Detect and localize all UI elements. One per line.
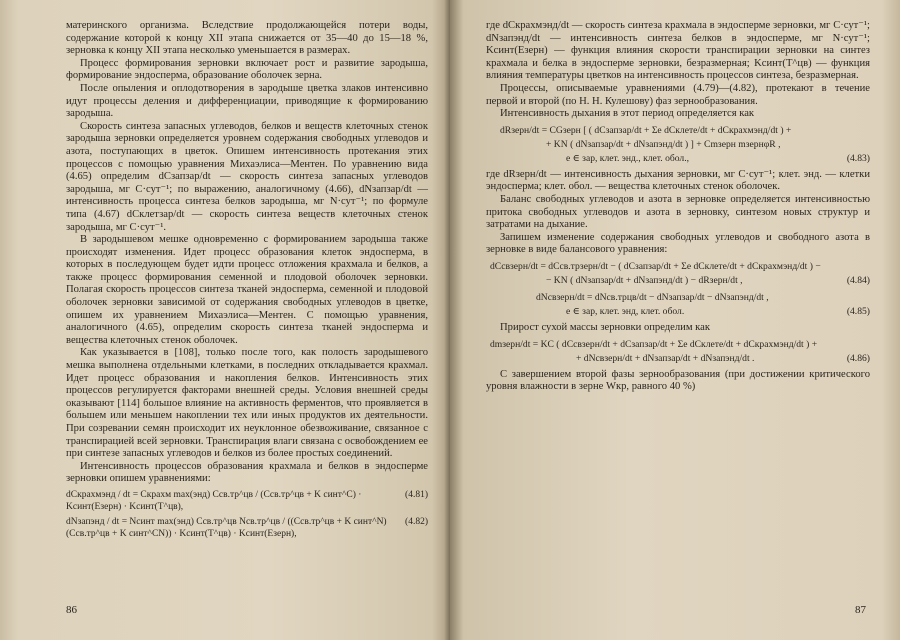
equation-lhs: dCкрахмэнд / dt xyxy=(66,489,131,500)
page-number: 86 xyxy=(66,604,77,616)
equation-4-83 xyxy=(486,124,870,166)
paragraph: Как указывается в [108], только после того, как полость зародышевого мешка выполнена отдельными клетками, в последних откладывается крахмал. Идет процесс образования и накопления белков. Интенсивность этих процессов регулируется факторами внешней среды. Условия внешней среды оказывают [114] большое влияние на активность ферментов, что проявляется в большем или меньшем накоплении тех или иных продуктов их деятельности. При созревании семян происходит их неуклонное обезвоживание, связанное с транспирацией всей зерновки. Транспирация влаги связана с освобождением ее при синтезе запасных углеводов и белков из более простых соединений. xyxy=(66,347,428,460)
paragraph: Интенсивность дыхания в этот период определяется как xyxy=(500,108,755,120)
paragraph: Интенсивность процессов образования крахмала и белков в эндосперме зерновки опишем уравнениями: xyxy=(66,460,428,485)
paragraph: материнского организма. Вследствие продолжающейся потери воды, содержание которой к концу XII этапа снижается от 35—40 до 15—18 %, зерновка к концу XII этапа несколько уменьшается в размерах. xyxy=(66,20,428,57)
equation-line: e ∈ зар, клет. энд, клет. обол. xyxy=(566,305,685,317)
paragraph: где dCкрахмэнд/dt — скорость синтеза крахмала в эндосперме зерновки, мг C·сут⁻¹; dNзапэнд/dt — интенсивность синтеза белков в эндосперме, мг N·сут⁻¹; Kсинт(Eзерн) — функция влияния скорости транспирации зерновки на синтез крахмала и белка в эндосперме зерновки, безразмерная; Kсинт(T^цв) — функция влияния температуры цветков на интенсивность процессов синтеза, безразмерная. xyxy=(486,20,870,82)
paragraph: Скорость синтеза запасных углеводов, белков и веществ клеточных стенок зародыша зерновки определяется уровнем содержания свободных углеводов и азота, поступающих в цветок. Опишем интенсивность протекания этих процессов с помощью уравнения Михаэлиса—Ментен. По уравнению вида (4.65) определим dCзапзар/dt — скорость синтеза запасных углеводов зародыша, мг C·сут⁻¹; по выражению, аналогичному (4.66), dNзапзар/dt — интенсивность процесса синтеза белков зародыша, мг N·сут⁻¹; по формуле типа (4.67) dCклетзар/dt — скорость синтеза веществ клеточных стенок зародыша, мг C·сут⁻¹. xyxy=(66,120,428,233)
paragraph: Прирост сухой массы зерновки определим как xyxy=(500,321,711,333)
equation-number: (4.85) xyxy=(846,305,870,317)
paragraph: Процессы, описываемые уравнениями (4.79)—(4.82), протекают в течение первой и второй (по Н. Н. Кулешову) фаз зернообразования. xyxy=(486,82,870,107)
equation-4-84 xyxy=(486,260,870,288)
equation-lhs: dNзапэнд / dt xyxy=(66,516,120,527)
equation-number: (4.82) xyxy=(405,516,428,527)
paragraph: где dRзерн/dt — интенсивность дыхания зерновки, мг C·сут⁻¹; клет. энд. — клетки эндосперма; клет. обол. — вещества клеточных стенок оболочек. xyxy=(486,168,870,193)
right-page xyxy=(450,0,900,640)
equation-number: (4.83) xyxy=(846,152,870,164)
equation-line: dRзерн/dt = CGзерн [ ( dCзапзар/dt + Σe dCклетe/dt + dCкрахмэнд/dt ) + xyxy=(500,124,792,136)
equation-rhs: = Cкрахм max(энд) Cсв.тр^цв / (Cсв.тр^цв + K синт^C) · Kсинт(Eзерн) · Kсинт(T^цв), xyxy=(66,489,362,512)
equation-number: (4.86) xyxy=(846,352,870,364)
equation-line: dmзерн/dt = KC ( dCсвзерн/dt + dCзапзар/dt + Σe dCклетe/dt + dCкрахмэнд/dt ) + xyxy=(490,338,818,350)
paragraph: С завершением второй фазы зернообразования (при достижении критического уровня влажности в зерне Wкр, равного 40 %) xyxy=(486,368,870,393)
equation-4-85 xyxy=(486,291,870,319)
equation-line: dNсвзерн/dt = dNсв.трцв/dt − dNзапзар/dt − dNзапэнд/dt , xyxy=(536,291,769,303)
page-number: 87 xyxy=(855,604,866,616)
equation-line: − KN ( dNзапзар/dt + dNзапэнд/dt ) − dRзерн/dt , xyxy=(546,274,743,286)
equation-4-86 xyxy=(486,338,870,366)
equation-4-81 xyxy=(66,489,428,513)
paragraph: Процесс формирования зерновки включает рост и развитие зародыша, формирование эндосперма, образование оболочек зерна. xyxy=(66,57,428,82)
paragraph: Запишем изменение содержания свободных углеводов и свободного азота в зерновке в виде балансового уравнения: xyxy=(486,231,870,256)
paragraph: В зародышевом мешке одновременно с формированием зародыша также происходят изменения. Идет процесс образования клеток эндосперма, в которых в последующем будет идти процесс отложения крахмала и белков, а также процесс формирования семенной и плодовой оболочек зерновки. Полагая скорость процессов синтеза тканей эндосперма, семенной и плодовой оболочек зерновки зависимой от содержания свободных углеводов в цветке, опишем их уравнением Михаэлиса—Ментен. С помощью уравнения, аналогичного (4.65), определим скорость синтеза тканей эндосперма и вещества клеточных стенок оболочек. xyxy=(66,234,428,346)
equation-line: e ∈ зар, клет. энд., клет. обол., xyxy=(566,152,690,164)
equation-number: (4.81) xyxy=(405,489,428,500)
equation-line: dCсвзерн/dt = dCсв.трзерн/dt − ( dCзапзар/dt + Σe dCклетe/dt + dCкрахмэнд/dt ) − xyxy=(490,260,821,272)
equation-number: (4.84) xyxy=(846,274,870,286)
equation-line: + KN ( dNзапзар/dt + dNзапэнд/dt ) ] + Cmзерн mзернφR , xyxy=(546,138,781,150)
equation-rhs: = Nсинт max(энд) Cсв.тр^цв Nсв.тр^цв / ((Cсв.тр^цв + K синт^N)(Cсв.тр^цв + K синт^CN)) · Kсинт(T^цв) · Kсинт(Eзерн), xyxy=(66,516,387,539)
paragraph: После опыления и оплодотворения в зародыше цветка злаков интенсивно идут процессы деления и дифференциации, приводящие к формированию зародыша. xyxy=(66,82,428,120)
equation-line: + dNсвзерн/dt + dNзапзар/dt + dNзапэнд/dt . xyxy=(576,352,755,364)
equation-4-82 xyxy=(66,516,428,540)
paragraph: Баланс свободных углеводов и азота в зерновке определяется интенсивностью притока свободных углеводов и азота в зерновку, синтезом новых структур и затратами на дыхание. xyxy=(486,193,870,231)
